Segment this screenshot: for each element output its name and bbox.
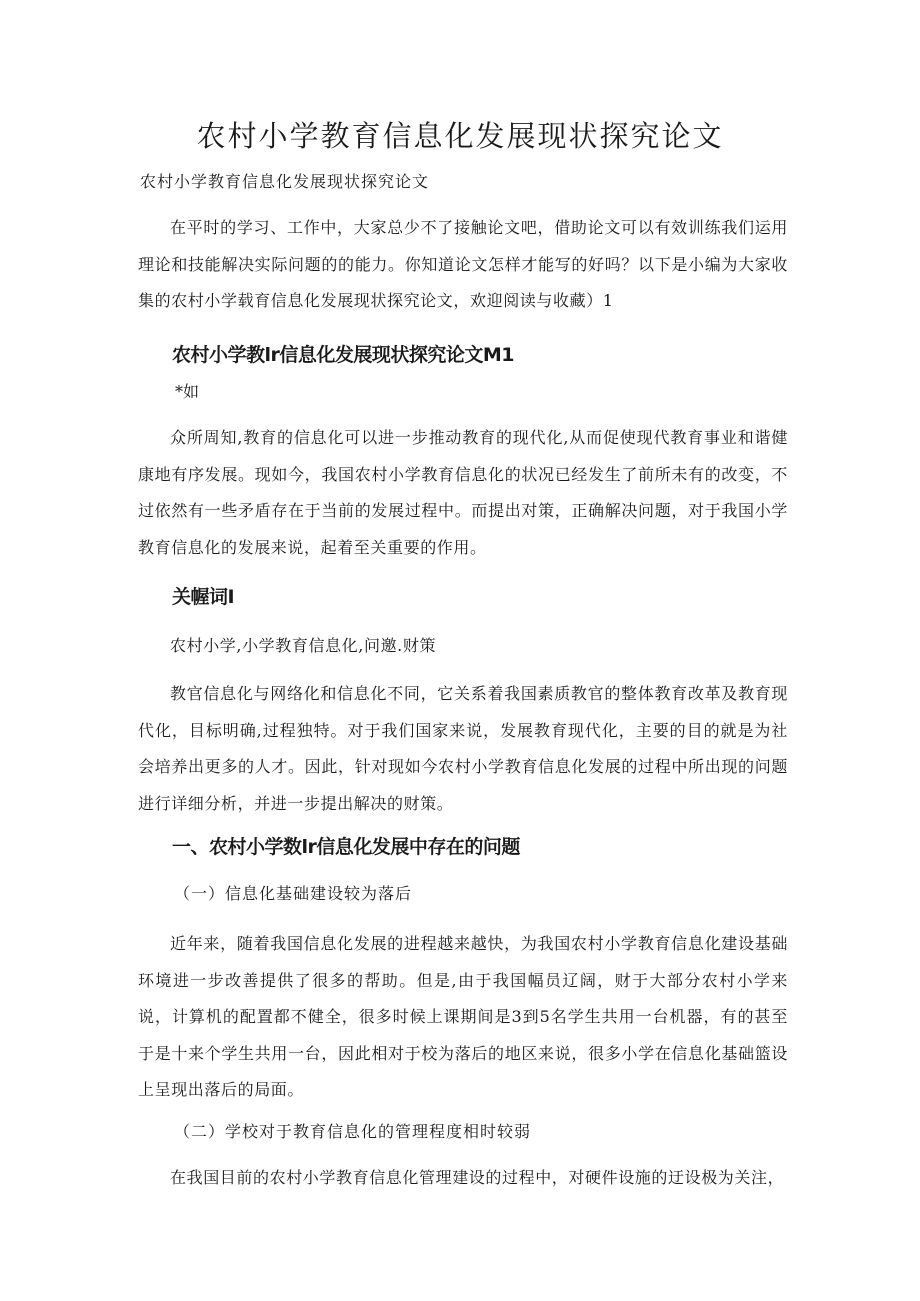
keywords-paragraph: 农村小学,小学教育信息化,问邀.财策 — [170, 636, 437, 655]
abstract-paragraph: 众所周知,教育的信息化可以进一步推动教育的现代化,从而促使现代教育事业和谐健康地有序发展。现如今，我国农村小学教育信息化的状况已经发生了前所未有的改变，不过依然有一些矛盾存在于当前的发展过程中。而提出对策，正确解决问题，对于我国小学教育信息化的发展来说，起着至关重要的作用。 — [138, 428, 788, 557]
document-title: 农村小学教育信息化发展现状探究论文 — [196, 119, 724, 153]
infrastructure-paragraph: 近年来，随着我国信息化发展的进程越来越快，为我国农村小学教育信息化建设基础环境进一步改善提供了很多的帮助。但是,由于我国幅员辽阔，财于大部分农村小学来说，计算机的配置都不健全，很多时候上课期间是3到5名学生共用一台机器，有的甚至于是十来个学生共用一台，因此相对于校为落后的地区来说，很多小学在信息化基础篮设上呈现出落后的局面。 — [138, 934, 788, 1099]
management-paragraph: 在我国目前的农村小学教育信息化管理建设的过程中，对硬件设施的迂设极为关注， — [170, 1168, 785, 1187]
subsection-heading-infrastructure: （一）信息化基础建设较为落后 — [174, 884, 413, 903]
document-subtitle: 农村小学教育信息化发展现状探究论文 — [140, 172, 430, 191]
section-heading-problems: 一、农村小学数lr信息化发展中存在的问题 — [172, 836, 520, 858]
keywords-heading: 关幄词I — [172, 586, 235, 608]
intro-paragraph: 在平时的学习、工作中，大家总少不了接触论文吧，借助论文可以有效训练我们运用理论和技能解决实际问题的的能力。你知道论文怎样才能写的好吗？以下是小编为大家收集的农村小学载育信息化发展现状探究论文，欢迎阅读与收藏）1 — [138, 218, 788, 310]
subsection-heading-management: （二）学校对于教育信息化的管理程度相时较弱 — [174, 1122, 532, 1141]
section-heading-main: 农村小学教lr信息化发展现状探究论文M1 — [172, 344, 515, 366]
body-paragraph: 教官信息化与网络化和信息化不同，它关系着我国素质教官的整体教育改革及教育现代化，目标明确,过程独特。对于我们国家来说，发展教育现代化，主要的目的就是为社会培养出更多的人才。因此，针对现如今农村小学教育信息化发展的过程中所出现的问题进行详细分析，并进一步提出解决的财策。 — [138, 684, 788, 813]
abstract-label: *如 — [175, 382, 200, 401]
